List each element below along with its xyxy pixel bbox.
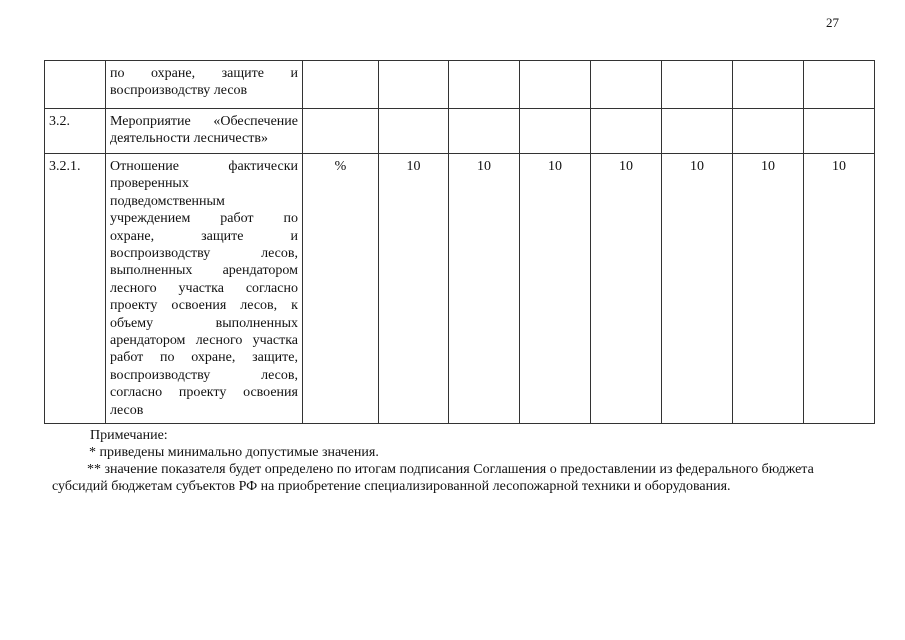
value-cell [733,61,804,109]
indicator-name-line: воспроизводству лесов [110,83,248,99]
indicator-name-cell [106,109,303,154]
indicator-name-line: согласно проекту освоения [110,385,298,401]
note-line-2: ** значение показателя будет определено по итогам подписания Соглашения о предоставлении из федерального бюджета субсидий бюджетам субъектов РФ на приобретение специализированной лесопожарной техники и оборудования. [52,462,814,494]
indicator-name-line: воспроизводству лесов, [110,367,298,383]
value-cell: 10 [662,154,733,424]
indicator-name-line: работ по охране, защите, [110,350,298,366]
value-cell: 10 [379,154,449,424]
indicator-name-line: учреждением работ по [110,211,298,227]
indicators-table [44,60,875,424]
unit-cell [303,109,379,154]
notes-block [52,427,842,495]
value-cell [520,109,591,154]
value-cell [379,61,449,109]
unit-cell: % [303,154,379,424]
value-cell [662,61,733,109]
page-number: 27 [826,15,839,30]
value-cell [379,109,449,154]
indicator-name-line: проверенных [110,176,189,192]
indicator-name-line: лесов [110,402,144,418]
value-cell [804,109,875,154]
value-cell [449,109,520,154]
indicator-name-line: арендатором лесного участка [110,333,298,349]
value-cell [591,61,662,109]
row-number-cell: 3.2. [45,109,106,154]
indicator-name-line: деятельности лесничеств» [110,131,268,147]
value-cell [520,61,591,109]
note-line-1: * приведены минимально допустимые значения. [89,445,379,460]
indicator-name-line: выполненных арендатором [110,263,298,279]
value-cell: 10 [804,154,875,424]
indicator-name-line: Мероприятие «Обеспечение [110,114,298,129]
value-cell [733,109,804,154]
indicator-name-line: проекту освоения лесов, к [110,298,298,314]
indicator-name-line: охране, защите и [110,228,298,244]
indicator-name-line: объему выполненных [110,315,298,331]
value-cell [662,109,733,154]
notes-title: Примечание: [90,428,168,443]
value-cell [804,61,875,109]
unit-cell [303,61,379,109]
value-cell: 10 [591,154,662,424]
indicator-name-cell [106,154,303,424]
value-cell [449,61,520,109]
value-cell: 10 [733,154,804,424]
table-row [45,109,875,154]
indicator-name-line: лесного участка согласно [110,280,298,296]
indicator-name-line: по охране, защите и [110,66,298,81]
table-row [45,61,875,109]
indicator-name-line: Отношение фактически [110,159,298,174]
value-cell [591,109,662,154]
indicator-name-line: подведомственным [110,193,225,209]
value-cell: 10 [449,154,520,424]
value-cell: 10 [520,154,591,424]
row-number-cell [45,61,106,109]
indicator-name-cell [106,61,303,109]
indicator-name-line: воспроизводству лесов, [110,246,298,262]
table-row [45,154,875,424]
row-number-cell: 3.2.1. [45,154,106,424]
